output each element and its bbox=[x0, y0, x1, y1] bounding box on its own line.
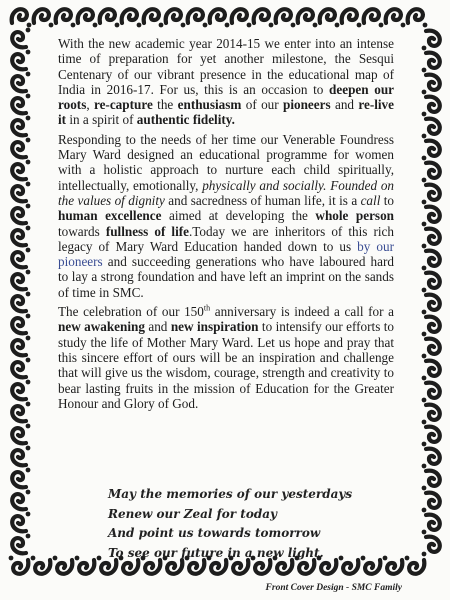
text-run: Responding to the needs of her time our Venerable Foundress Mary Ward designed an educational programme for women with a holistic approach to nurture each child spiritually, intellectually, emotionally, bbox=[58, 131, 394, 193]
emphasis-text: new inspiration bbox=[170, 319, 259, 335]
scroll-ornament bbox=[12, 490, 30, 510]
text-run: and sacredness of human life, it is a bbox=[164, 192, 361, 208]
scroll-ornament bbox=[422, 251, 440, 271]
body-text bbox=[58, 36, 394, 415]
emphasis-text: re-live it bbox=[58, 97, 394, 128]
scroll-ornament bbox=[12, 138, 30, 158]
scroll-ornament bbox=[12, 28, 30, 48]
paragraph-foundress bbox=[58, 132, 394, 300]
verse-line: May the memories of our yesterdays bbox=[108, 487, 353, 501]
scroll-ornament bbox=[31, 556, 51, 574]
scroll-ornament bbox=[422, 405, 440, 425]
scroll-ornament bbox=[422, 273, 440, 293]
scroll-ornament bbox=[408, 9, 428, 27]
scroll-ornament bbox=[422, 31, 440, 51]
text-run: in a spirit of bbox=[66, 112, 137, 128]
styled-text: call bbox=[360, 192, 381, 208]
text-run: and bbox=[330, 97, 359, 113]
scroll-ornament bbox=[12, 446, 30, 466]
scroll-ornament bbox=[422, 295, 440, 315]
paragraph-intro bbox=[58, 36, 394, 128]
scroll-ornament bbox=[100, 9, 120, 27]
scroll-ornament bbox=[342, 9, 362, 27]
scroll-ornament bbox=[422, 207, 440, 227]
scroll-ornament bbox=[122, 9, 142, 27]
scroll-ornament bbox=[422, 317, 440, 337]
scroll-ornament bbox=[422, 163, 440, 183]
text-run: and succeeding generations who have laboured hard to lay a strong foundation and have left an imprint on the sands of time in SMC. bbox=[58, 254, 394, 300]
scroll-ornament bbox=[12, 182, 30, 202]
scroll-ornament bbox=[12, 468, 30, 488]
scroll-ornament bbox=[254, 9, 274, 27]
scroll-ornament bbox=[12, 270, 30, 290]
scroll-ornament bbox=[78, 9, 98, 27]
verse-line: And point us towards tomorrow bbox=[108, 526, 321, 540]
scroll-ornament bbox=[12, 72, 30, 92]
scroll-ornament bbox=[12, 50, 30, 70]
emphasis-text: human excellence bbox=[58, 208, 162, 224]
styled-text: physically and socially. Founded on the values of dignity bbox=[58, 177, 395, 208]
scroll-ornament bbox=[232, 9, 252, 27]
text-run: , bbox=[86, 97, 94, 113]
verse-line: Renew our Zeal for today bbox=[108, 506, 277, 521]
scroll-ornament bbox=[422, 515, 440, 535]
emphasis-text: deepen our roots bbox=[58, 81, 395, 113]
scroll-ornament bbox=[422, 493, 440, 513]
scroll-ornament bbox=[422, 97, 440, 117]
scroll-ornament bbox=[12, 204, 30, 224]
scroll-ornament bbox=[75, 556, 95, 574]
scroll-ornament bbox=[9, 556, 29, 574]
scroll-ornament bbox=[188, 9, 208, 27]
emphasis-text: enthusiasm bbox=[177, 97, 242, 113]
emphasis-text: new awakening bbox=[58, 319, 145, 335]
scroll-ornament bbox=[12, 160, 30, 180]
text-run: and bbox=[144, 319, 171, 335]
scroll-ornament bbox=[364, 9, 384, 27]
scroll-ornament bbox=[422, 361, 440, 381]
scroll-ornament bbox=[12, 534, 30, 554]
text-run: anniversary is indeed a call for a bbox=[210, 304, 394, 320]
text-run: .Today we are inheritors of this rich legacy of Mary Ward Education handed down to us bbox=[58, 223, 394, 254]
scroll-ornament bbox=[12, 512, 30, 532]
text-run: towards bbox=[58, 223, 106, 239]
styled-text: by our pioneers bbox=[58, 238, 394, 270]
scroll-ornament bbox=[12, 9, 32, 27]
scroll-ornament bbox=[422, 537, 440, 557]
text-run: With the new academic year 2014-15 we enter into an intense time of preparation for yet another milestone, the Sesqui Centenary of our vibrant presence in the educational map of India in 2016-17. For us, this is an occasion to bbox=[58, 36, 394, 97]
scroll-ornament bbox=[12, 380, 30, 400]
emphasis-text: fullness of life bbox=[105, 223, 189, 239]
scroll-ornament bbox=[422, 339, 440, 359]
scroll-ornament bbox=[34, 9, 54, 27]
scroll-ornament bbox=[12, 402, 30, 422]
text-run: aimed at developing the bbox=[161, 208, 316, 224]
scroll-ornament bbox=[422, 75, 440, 95]
scroll-ornament bbox=[53, 556, 73, 574]
closing-verse bbox=[108, 485, 388, 563]
scroll-ornament bbox=[422, 53, 440, 73]
scroll-ornament bbox=[422, 471, 440, 491]
scroll-ornament bbox=[298, 9, 318, 27]
emphasis-text: authentic fidelity. bbox=[136, 112, 235, 128]
text-run: to intensify our efforts to study the life of Mother Mary Ward. Let us hope and pray that this sincere effort of ours will be an inspiration and challenge that will give us the wisdom, courage, strength and creativity to bear lasting fruits in the mission of Education for the Greater Honour and Glory of God. bbox=[58, 319, 394, 411]
scroll-ornament bbox=[405, 556, 425, 574]
scroll-ornament bbox=[422, 185, 440, 205]
scroll-ornament bbox=[12, 336, 30, 356]
scroll-ornament bbox=[12, 116, 30, 136]
styled-text: th bbox=[203, 303, 211, 313]
emphasis-text: whole person bbox=[315, 208, 394, 224]
scroll-ornament bbox=[12, 248, 30, 268]
scroll-ornament bbox=[12, 358, 30, 378]
scroll-ornament bbox=[12, 314, 30, 334]
scroll-ornament bbox=[276, 9, 296, 27]
scroll-ornament bbox=[144, 9, 164, 27]
scroll-ornament bbox=[210, 9, 230, 27]
scroll-ornament bbox=[12, 292, 30, 312]
scroll-ornament bbox=[422, 427, 440, 447]
emphasis-text: pioneers bbox=[283, 97, 331, 113]
scroll-ornament bbox=[320, 9, 340, 27]
scroll-ornament bbox=[56, 9, 76, 27]
text-run: the bbox=[152, 97, 178, 113]
scroll-ornament bbox=[422, 229, 440, 249]
text-run: of our bbox=[241, 97, 283, 113]
text-run: The celebration of our 150 bbox=[58, 304, 204, 320]
scroll-ornament bbox=[166, 9, 186, 27]
verse-line: To see our future in a new light. bbox=[108, 545, 324, 560]
scroll-ornament bbox=[422, 383, 440, 403]
scroll-ornament bbox=[12, 226, 30, 246]
scroll-ornament bbox=[12, 424, 30, 444]
cover-credit: Front Cover Design - SMC Family bbox=[265, 583, 402, 593]
scroll-ornament bbox=[386, 9, 406, 27]
scroll-ornament bbox=[422, 119, 440, 139]
paragraph-celebration bbox=[58, 304, 394, 411]
text-run: to bbox=[380, 192, 395, 208]
scroll-ornament bbox=[422, 141, 440, 161]
emphasis-text: re-capture bbox=[93, 97, 153, 113]
scroll-ornament bbox=[12, 94, 30, 114]
scroll-ornament bbox=[422, 449, 440, 469]
